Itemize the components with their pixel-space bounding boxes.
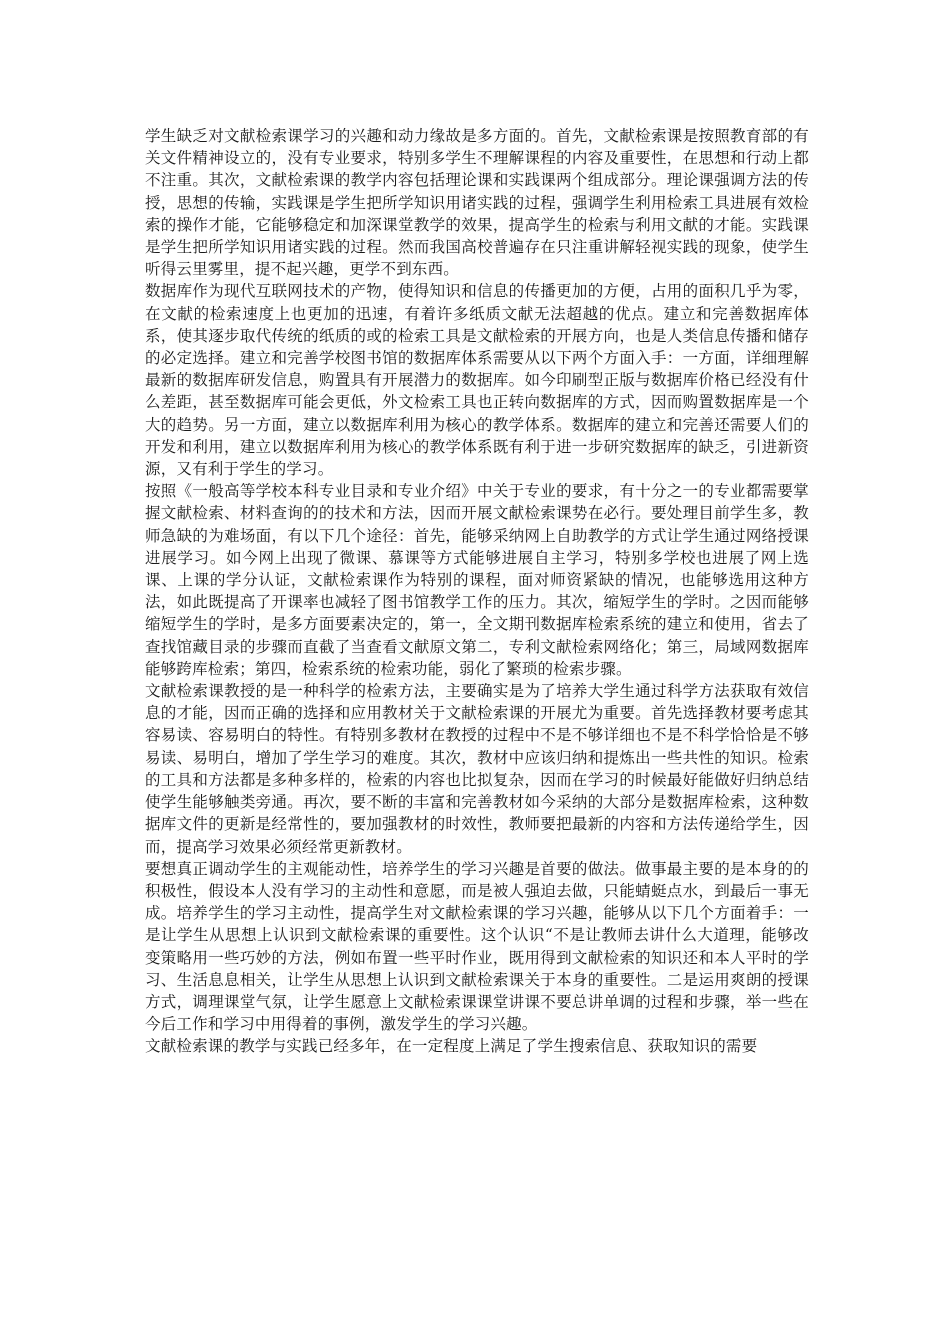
- document-body: [145, 125, 809, 1058]
- paragraph-2: 数据库作为现代互联网技术的产物，使得知识和信息的传播更加的方便，占用的面积几乎为零，在文献的检索速度上也更加的迅速，有着许多纸质文献无法超越的优点。建立和完善数据库体系，使其逐步取代传统的纸质的或的检索工具是文献检索的开展方向，也是人类信息传播和储存的必定选择。建立和完善学校图书馆的数据库体系需要从以下两个方面入手：一方面，详细理解最新的数据库研发信息，购置具有开展潜力的数据库。如今印刷型正版与数据库价格已经没有什么差距，甚至数据库可能会更低，外文检索工具也正转向数据库的方式，因而购置数据库是一个大的趋势。另一方面，建立以数据库利用为核心的教学体系。数据库的建立和完善还需要人们的开发和利用，建立以数据库利用为核心的教学体系既有利于进一步研究数据库的缺乏，引进新资源，又有利于学生的学习。: [145, 282, 809, 479]
- paragraph-4: 文献检索课教授的是一种科学的检索方法，主要确实是为了培养大学生通过科学方法获取有效信息的才能，因而正确的选择和应用教材关于文献检索课的开展尤为重要。首先选择教材要考虑其容易读、容易明白的特性。有特别多教材在教授的过程中不是不够详细也不是不科学恰恰是不够易读、易明白，增加了学生学习的难度。其次，教材中应该归纳和提炼出一些共性的知识。检索的工具和方法都是多种多样的，检索的内容也比拟复杂，因而在学习的时候最好能做好归纳总结使学生能够触类旁通。再次，要不断的丰富和完善教材如今采纳的大部分是数据库检索，这种数据库文件的更新是经常性的，要加强教材的时效性，教师要把最新的内容和方法传递给学生，因而，提高学习效果必须经常更新教材。: [145, 682, 809, 856]
- paragraph-6: 文献检索课的教学与实践已经多年，在一定程度上满足了学生搜索信息、获取知识的需要: [145, 1037, 758, 1056]
- paragraph-5: 要想真正调动学生的主观能动性，培养学生的学习兴趣是首要的做法。做事最主要的是本身的的积极性，假设本人没有学习的主动性和意愿，而是被人强迫去做，只能蜻蜓点水，到最后一事无成。培养学生的学习主动性，提高学生对文献检索课的学习兴趣，能够从以下几个方面着手：一是让学生从思想上认识到文献检索课的重要性。这个认识“不是让教师去讲什么大道理，能够改变策略用一些巧妙的方法，例如布置一些平时作业，既用得到文献检索的知识还和本人平时的学习、生活息息相关，让学生从思想上认识到文献检索课关于本身的重要性。二是运用爽朗的授课方式，调理课堂气氛，让学生愿意上文献检索课课堂讲课不要总讲单调的过程和步骤，举一些在今后工作和学习中用得着的事例，激发学生的学习兴趣。: [145, 859, 809, 1034]
- paragraph-3: 按照《一般高等学校本科专业目录和专业介绍》中关于专业的要求，有十分之一的专业都需要掌握文献检索、材料查询的的技术和方法，因而开展文献检索课势在必行。要处理目前学生多，教师急缺的为难场面，有以下几个途径：首先，能够采纳网上自助教学的方式让学生通过网络授课进展学习。如今网上出现了微课、慕课等方式能够进展自主学习，特别多学校也进展了网上选课、上课的学分认证，文献检索课作为特别的课程，面对师资紧缺的情况，也能够选用这种方法，如此既提高了开课率也减轻了图书馆教学工作的压力。其次，缩短学生的学时。之因而能够缩短学生的学时，是多方面要素决定的，第一，全文期刊数据库检索系统的建立和使用，省去了查找馆藏目录的步骤而直截了当查看文献原文第二，专利文献检索网络化；第三，局域网数据库能够跨库检索；第四，检索系统的检索功能，弱化了繁琐的检索步骤。: [145, 482, 809, 678]
- paragraph-1: 学生缺乏对文献检索课学习的兴趣和动力缘故是多方面的。首先，文献检索课是按照教育部的有关文件精神设立的，没有专业要求，特别多学生不理解课程的内容及重要性，在思想和行动上都不注重。其次，文献检索课的教学内容包括理论课和实践课两个组成部分。理论课强调方法的传授，思想的传输，实践课是学生把所学知识用诸实践的过程，强调学生利用检索工具进展有效检索的操作才能，它能够稳定和加深课堂教学的效果，提高学生的检索与利用文献的才能。实践课是学生把所学知识用诸实践的过程。然而我国高校普遍存在只注重讲解轻视实践的现象，使学生听得云里雾里，提不起兴趣，更学不到东西。: [145, 127, 809, 279]
